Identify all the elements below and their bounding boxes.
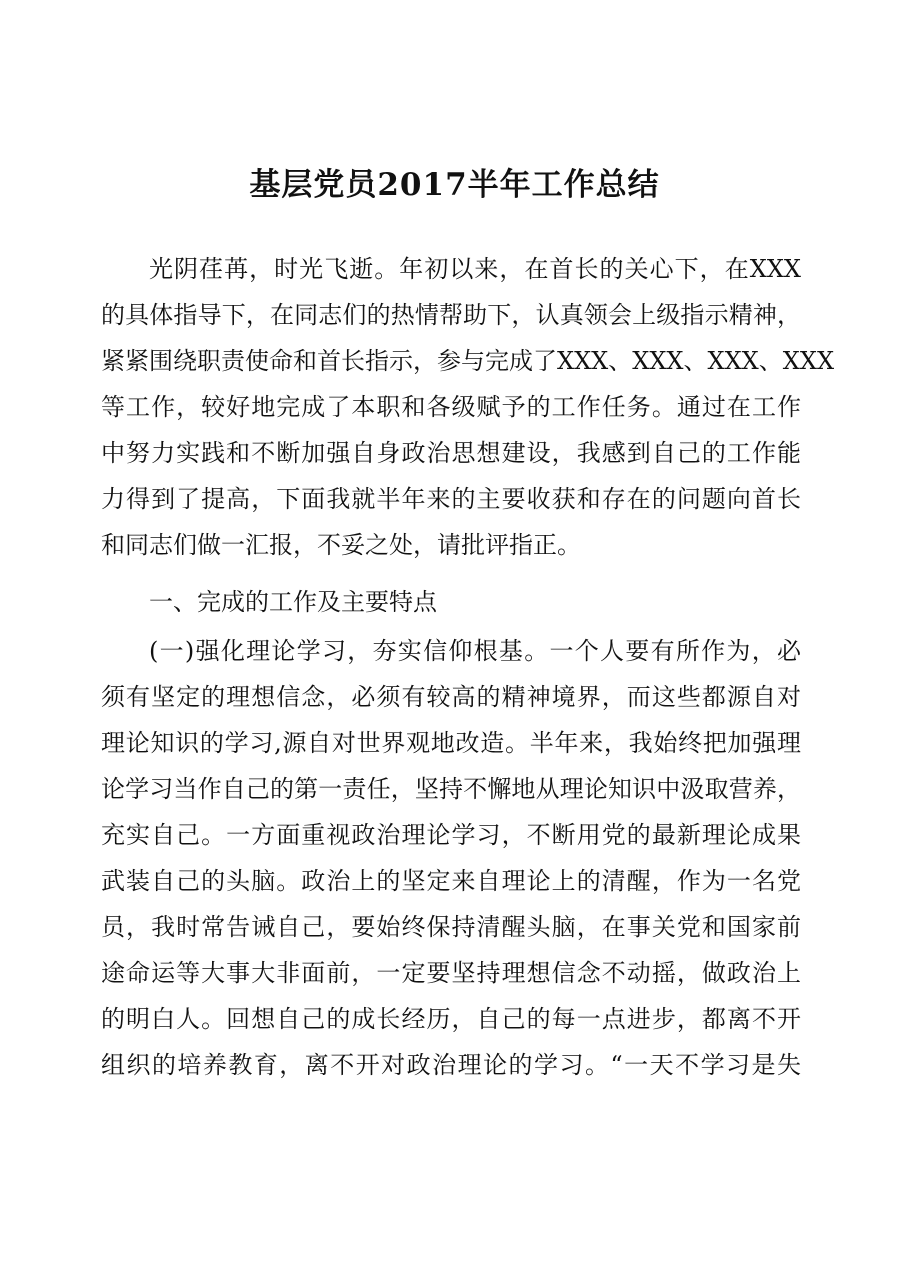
paragraph-line: 武装自己的头脑。政治上的坚定来自理论上的清醒，作为一名党 [101, 867, 801, 895]
paragraph-line: 光阴荏苒，时光飞逝。年初以来，在首长的关心下，在XXX [149, 255, 801, 283]
paragraph-line: 论学习当作自己的第一责任，坚持不懈地从理论知识中汲取营养， [101, 775, 801, 803]
paragraph-line: 的具体指导下，在同志们的热情帮助下，认真领会上级指示精神， [101, 301, 801, 329]
paragraph-line: (一)强化理论学习，夯实信仰根基。一个人要有所作为，必 [149, 637, 801, 665]
paragraph-line: 的明白人。回想自己的成长经历，自己的每一点进步，都离不开 [101, 1005, 801, 1033]
paragraph-line: 紧紧围绕职责使命和首长指示，参与完成了XXX、XXX、XXX、XXX [101, 347, 835, 375]
paragraph-line: 等工作，较好地完成了本职和各级赋予的工作任务。通过在工作 [101, 393, 801, 421]
paragraph-line: 途命运等大事大非面前，一定要坚持理想信念不动摇，做政治上 [101, 959, 801, 987]
paragraph-line: 组织的培养教育，离不开对政治理论的学习。“一天不学习是失 [101, 1051, 801, 1079]
paragraph-line: 员，我时常告诫自己，要始终保持清醒头脑，在事关党和国家前 [101, 913, 801, 941]
paragraph-line: 须有坚定的理想信念，必须有较高的精神境界，而这些都源自对 [101, 683, 801, 711]
paragraph-line: 充实自己。一方面重视政治理论学习，不断用党的最新理论成果 [101, 821, 801, 849]
document-title: 基层党员2017半年工作总结 [249, 167, 660, 203]
section-heading: 一、完成的工作及主要特点 [149, 588, 437, 616]
paragraph-line: 中努力实践和不断加强自身政治思想建设，我感到自己的工作能 [101, 439, 801, 467]
paragraph-line: 和同志们做一汇报，不妥之处，请批评指正。 [101, 531, 581, 559]
paragraph-line: 理论知识的学习,源自对世界观地改造。半年来，我始终把加强理 [101, 729, 801, 757]
paragraph-line: 力得到了提高，下面我就半年来的主要收获和存在的问题向首长 [101, 485, 801, 513]
